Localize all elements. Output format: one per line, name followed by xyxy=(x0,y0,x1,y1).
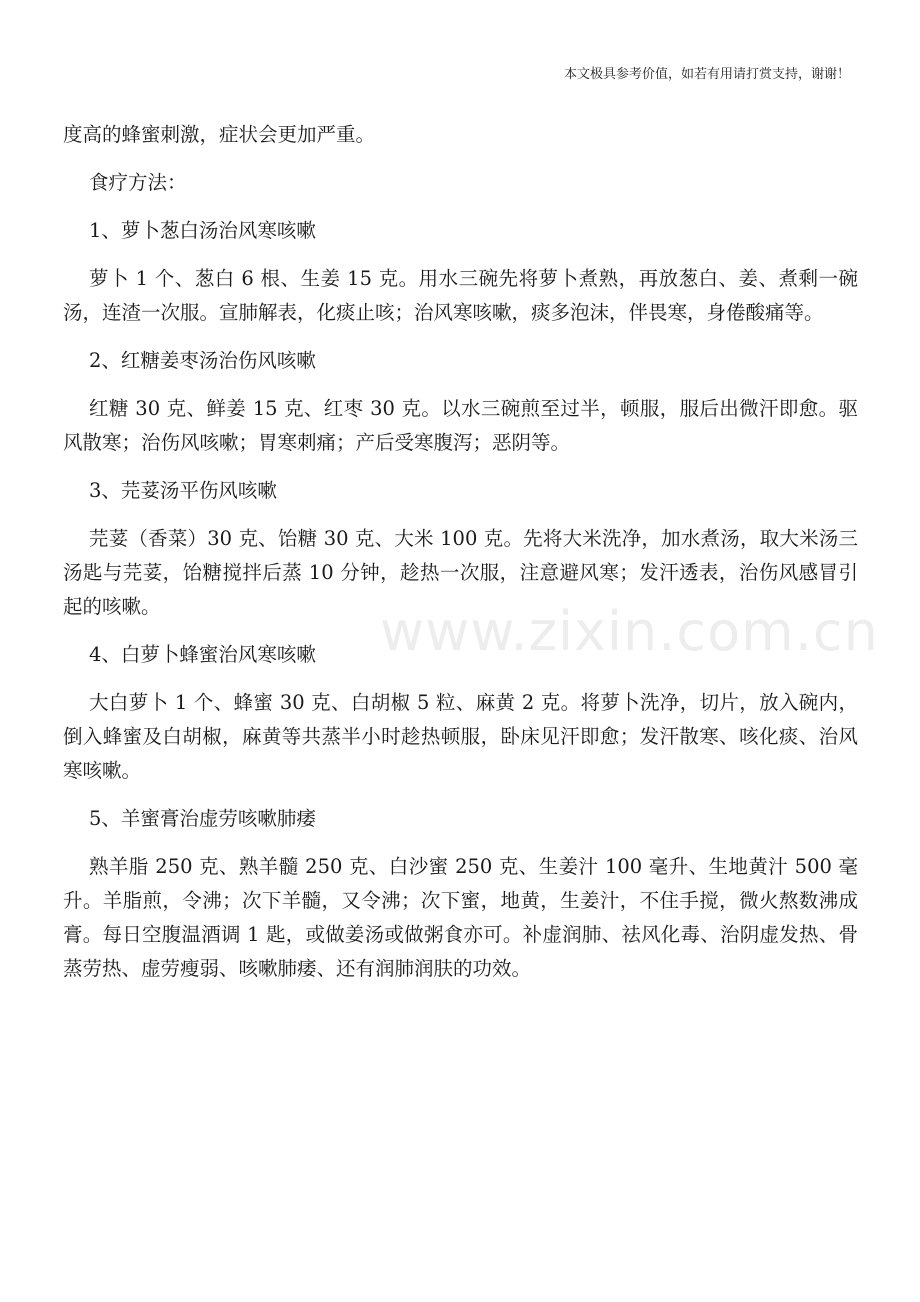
watermark: www.zixin.com.cn xyxy=(380,600,879,663)
recipe-heading-5: 5、羊蜜膏治虚劳咳嗽肺痿 xyxy=(89,807,316,830)
document-body xyxy=(63,118,858,1000)
header-note: 本文极具参考价值，如若有用请打赏支持，谢谢！ xyxy=(563,67,850,82)
recipe-heading-2: 2、红糖姜枣汤治伤风咳嗽 xyxy=(89,349,316,372)
recipe-heading-4: 4、白萝卜蜂蜜治风寒咳嗽 xyxy=(89,643,316,666)
recipe-heading-3: 3、芫荽汤平伤风咳嗽 xyxy=(89,479,277,502)
recipe-body-1: 萝卜 1 个、葱白 6 根、生姜 15 克。用水三碗先将萝卜煮熟，再放葱白、姜、煮剩一碗汤，连渣一次服。宣肺解表，化痰止咳；治风寒咳嗽，痰多泡沫，伴畏寒，身倦酸痛等。 xyxy=(63,267,858,324)
recipe-body-5: 熟羊脂 250 克、熟羊髓 250 克、白沙蜜 250 克、生姜汁 100 毫升、生地黄汁 500 毫升。羊脂煎，令沸；次下羊髓，又令沸；次下蜜，地黄，生姜汁，不住手搅，微火熬数沸成膏。每日空腹温酒调 1 匙，或做姜汤或做粥食亦可。补虚润肺、祛风化毒、治阴虚发热、骨蒸劳热、虚劳瘦弱、咳嗽肺痿、还有润肺润肤的功效。 xyxy=(63,855,858,980)
paragraph-continuation: 度高的蜂蜜刺激，症状会更加严重。 xyxy=(63,123,376,146)
section-heading-diet-methods: 食疗方法： xyxy=(89,171,187,194)
recipe-body-4: 大白萝卜 1 个、蜂蜜 30 克、白胡椒 5 粒、麻黄 2 克。将萝卜洗净，切片，放入碗内，倒入蜂蜜及白胡椒，麻黄等共蒸半小时趁热顿服，卧床见汗即愈；发汗散寒、咳化痰、治风寒咳嗽。 xyxy=(63,691,858,782)
recipe-heading-1: 1、萝卜葱白汤治风寒咳嗽 xyxy=(89,219,316,242)
recipe-body-2: 红糖 30 克、鲜姜 15 克、红枣 30 克。以水三碗煎至过半，顿服，服后出微汗即愈。驱风散寒；治伤风咳嗽；胃寒刺痛；产后受寒腹泻；恶阴等。 xyxy=(63,397,858,454)
recipe-body-3: 芫荽（香菜）30 克、饴糖 30 克、大米 100 克。先将大米洗净，加水煮汤，取大米汤三汤匙与芫荽，饴糖搅拌后蒸 10 分钟，趁热一次服，注意避风寒；发汗透表，治伤风感冒引起的咳嗽。 xyxy=(63,527,858,618)
